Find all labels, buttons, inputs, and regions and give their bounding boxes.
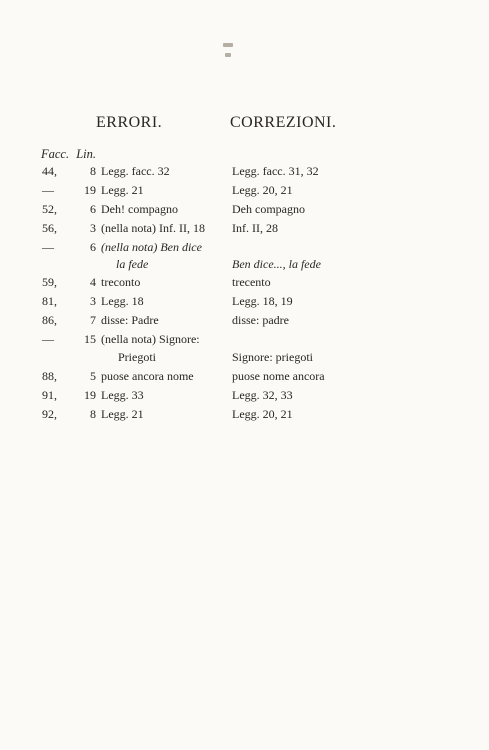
printer-mark xyxy=(223,43,233,47)
line-number: 3 xyxy=(90,221,96,235)
line-number: 6 xyxy=(90,202,96,216)
correction-text: Legg. 20, 21 xyxy=(232,183,293,197)
table-row xyxy=(0,350,489,370)
lin-subheader: Lin. xyxy=(76,147,97,161)
page-number: — xyxy=(42,332,54,346)
error-text: (nella nota) Inf. II, 18 xyxy=(101,221,205,235)
error-text: (nella nota) Ben dice xyxy=(101,240,202,254)
error-text: Priegoti xyxy=(118,350,156,364)
line-number: 5 xyxy=(90,369,96,383)
error-text: Legg. 21 xyxy=(101,407,144,421)
page-number: 86, xyxy=(42,313,57,327)
correction-text: Legg. 32, 33 xyxy=(232,388,293,402)
page-number: 56, xyxy=(42,221,57,235)
error-text: la fede xyxy=(116,257,149,271)
table-row xyxy=(0,164,489,184)
line-number: 7 xyxy=(90,313,96,327)
table-row xyxy=(0,183,489,203)
printer-mark xyxy=(225,53,231,57)
page-number: 52, xyxy=(42,202,57,216)
page-number: 88, xyxy=(42,369,57,383)
line-number: 15 xyxy=(84,332,96,346)
error-text: disse: Padre xyxy=(101,313,159,327)
line-number: 8 xyxy=(90,164,96,178)
line-number: 8 xyxy=(90,407,96,421)
page-number: — xyxy=(42,183,54,197)
page-number: — xyxy=(42,240,54,254)
correction-text: Deh compagno xyxy=(232,202,305,216)
page-number: 59, xyxy=(42,275,57,289)
table-row xyxy=(0,388,489,408)
error-text: puose ancora nome xyxy=(101,369,194,383)
correction-text: Ben dice..., la fede xyxy=(232,257,321,271)
page-number: 81, xyxy=(42,294,57,308)
correzioni-heading: CORREZIONI. xyxy=(230,114,337,131)
table-row xyxy=(0,294,489,314)
table-row xyxy=(0,369,489,389)
line-number: 19 xyxy=(84,388,96,402)
correction-text: puose nome ancora xyxy=(232,369,325,383)
table-row xyxy=(0,332,489,352)
error-text: Legg. 18 xyxy=(101,294,144,308)
table-row xyxy=(0,407,489,427)
page-number: 92, xyxy=(42,407,57,421)
correction-text: disse: padre xyxy=(232,313,289,327)
correction-text: Legg. facc. 31, 32 xyxy=(232,164,319,178)
errori-heading: ERRORI. xyxy=(96,114,163,131)
correction-text: Legg. 20, 21 xyxy=(232,407,293,421)
facc-subheader: Facc. xyxy=(41,147,70,161)
error-text: treconto xyxy=(101,275,141,289)
error-text: Legg. facc. 32 xyxy=(101,164,170,178)
table-row xyxy=(0,313,489,333)
line-number: 19 xyxy=(84,183,96,197)
line-number: 3 xyxy=(90,294,96,308)
page-number: 91, xyxy=(42,388,57,402)
error-text: Legg. 33 xyxy=(101,388,144,402)
error-text: Legg. 21 xyxy=(101,183,144,197)
line-number: 6 xyxy=(90,240,96,254)
line-number: 4 xyxy=(90,275,96,289)
correction-text: Legg. 18, 19 xyxy=(232,294,293,308)
page-number: 44, xyxy=(42,164,57,178)
column-subheaders xyxy=(41,147,96,162)
error-text: (nella nota) Signore: xyxy=(101,332,200,346)
correction-text: Inf. II, 28 xyxy=(232,221,278,235)
error-text: Deh! compagno xyxy=(101,202,178,216)
correction-text: Signore: priegoti xyxy=(232,350,313,364)
table-row xyxy=(0,257,489,277)
table-row xyxy=(0,221,489,241)
correction-text: trecento xyxy=(232,275,271,289)
table-row xyxy=(0,275,489,295)
table-row xyxy=(0,202,489,222)
